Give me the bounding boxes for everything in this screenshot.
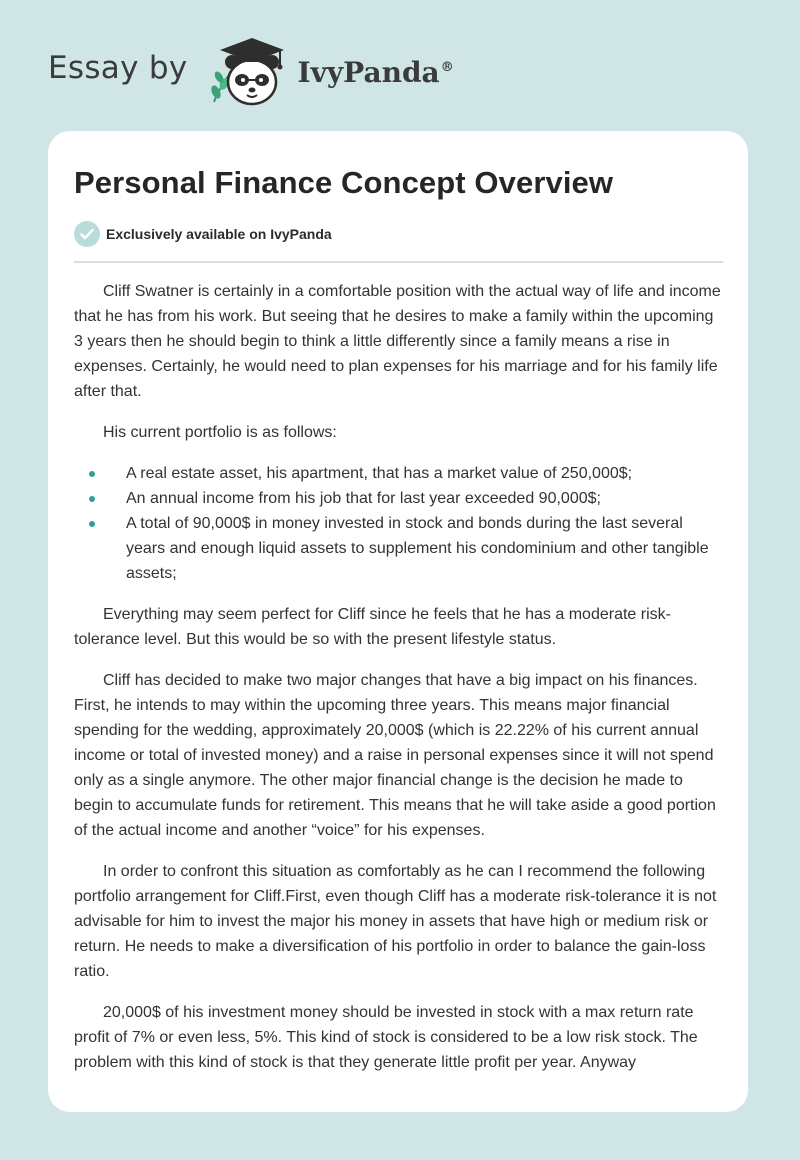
essay-card: [48, 131, 748, 1112]
divider: [74, 261, 723, 263]
panda-graduate-icon: [202, 32, 294, 112]
paragraph: Everything may seem perfect for Cliff since he feels that he has a moderate risk-tolerance level. But this would be so with the present lifestyle status.: [74, 606, 671, 648]
exclusive-badge: [74, 221, 332, 247]
brand-name: [298, 56, 454, 89]
portfolio-list: [74, 461, 724, 586]
paragraph: His current portfolio is as follows:: [103, 424, 337, 441]
brand-name-text: IvyPanda: [297, 55, 440, 89]
paragraph: 20,000$ of his investment money should be invested in stock with a max return rate profit of 7% or even less, 5%. This kind of stock is considered to be a low risk stock. The problem with this kind of stock is that they generate little profit per year. Anyway: [74, 1004, 698, 1071]
essay-body: [74, 279, 724, 1091]
list-item: An annual income from his job that for last year exceeded 90,000$;: [74, 486, 724, 511]
badge-label: Exclusively available on IvyPanda: [106, 226, 332, 242]
registered-mark: ®: [440, 60, 454, 76]
site-header: [48, 32, 454, 112]
paragraph: Cliff Swatner is certainly in a comfortable position with the actual way of life and income that he has from his work. But seeing that he desires to make a family within the upcoming 3 years then he should begin to think a little differently since a family means a rise in expenses. Certainly, he would need to plan expenses for his marriage and for his family life after that.: [74, 283, 721, 400]
paragraph: In order to confront this situation as comfortably as he can I recommend the following portfolio arrangement for Cliff.First, even though Cliff has a moderate risk-tolerance it is not advisable for him to invest the major his money in assets that have high or medium risk or return. He needs to make a diversification of his portfolio in order to balance the gain-loss ratio.: [74, 863, 717, 980]
brand-prefix: Essay by: [48, 50, 188, 86]
list-item: A total of 90,000$ in money invested in stock and bonds during the last several years and enough liquid assets to supplement his condominium and other tangible assets;: [74, 511, 724, 586]
list-item: A real estate asset, his apartment, that has a market value of 250,000$;: [74, 461, 724, 486]
paragraph: Cliff has decided to make two major changes that have a big impact on his finances. First, he intends to may within the upcoming three years. This means major financial spending for the wedding, approximately 20,000$ (which is 22.22% of his current annual income or total of invested money) and a raise in personal expenses since it will not spend only as a single anymore. The other major financial change is the decision he made to begin to accumulate funds for retirement. This means that he will take aside a good portion of the actual income and another “voice” for his expenses.: [74, 672, 716, 839]
page-title: Personal Finance Concept Overview: [74, 165, 614, 200]
checkmark-icon: [74, 221, 100, 247]
